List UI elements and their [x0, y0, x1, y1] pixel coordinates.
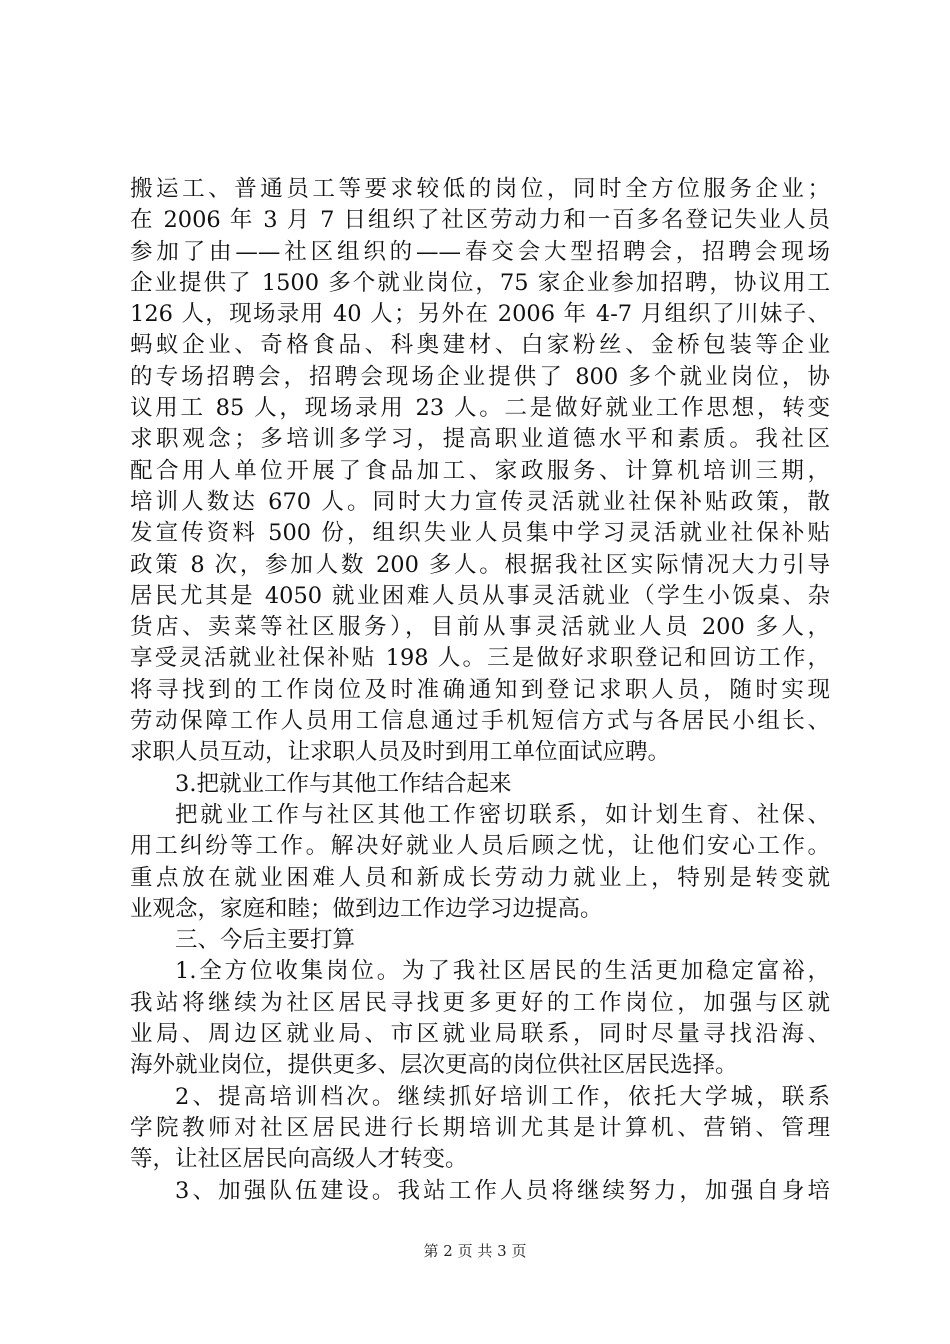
- text-line: 用工纠纷等工作。解决好就业人员后顾之忧，让他们安心工作。: [130, 833, 830, 860]
- text-line: 海外就业岗位，提供更多、层次更高的岗位供社区居民选择。: [130, 1052, 738, 1079]
- text-line: 业局、周边区就业局、市区就业局联系，同时尽量寻找沿海、: [130, 1021, 830, 1048]
- body-text: [130, 174, 830, 1207]
- text-line: 我站将继续为社区居民寻找更多更好的工作岗位，加强与区就: [130, 989, 830, 1016]
- text-line: 居民尤其是 4050 就业困难人员从事灵活就业（学生小饭桌、杂: [130, 582, 830, 609]
- text-line: 企业提供了 1500 多个就业岗位，75 家企业参加招聘，协议用工: [130, 269, 830, 296]
- text-line: 重点放在就业困难人员和新成长劳动力就业上，特别是转变就: [130, 864, 830, 891]
- text-line: 政策 8 次，参加人数 200 多人。根据我社区实际情况大力引导: [130, 551, 830, 578]
- text-line: 享受灵活就业社保补贴 198 人。三是做好求职登记和回访工作，: [130, 645, 830, 672]
- text-line: 2、提高培训档次。继续抓好培训工作，依托大学城，联系: [175, 1083, 830, 1110]
- text-line: 配合用人单位开展了食品加工、家政服务、计算机培训三期，: [130, 457, 830, 484]
- text-line: 发宣传资料 500 份，组织失业人员集中学习灵活就业社保补贴: [130, 520, 830, 547]
- text-line: 搬运工、普通员工等要求较低的岗位，同时全方位服务企业；: [130, 176, 830, 202]
- text-line: 将寻找到的工作岗位及时准确通知到登记求职人员，随时实现: [130, 676, 830, 703]
- text-line: 培训人数达 670 人。同时大力宣传灵活就业社保补贴政策，散: [130, 488, 830, 515]
- text-line: 126 人，现场录用 40 人；另外在 2006 年 4-7 月组织了川妹子、: [130, 301, 830, 328]
- text-line: 等，让社区居民向高级人才转变。: [130, 1146, 468, 1173]
- text-line: 议用工 85 人，现场录用 23 人。二是做好就业工作思想，转变: [130, 395, 830, 422]
- text-line: 业观念，家庭和睦；做到边工作边学习边提高。: [130, 895, 603, 922]
- text-line: 求职观念；多培训多学习，提高职业道德水平和素质。我社区: [130, 426, 830, 453]
- text-line: 求职人员互动，让求职人员及时到用工单位面试应聘。: [130, 739, 671, 766]
- text-line: 参加了由——社区组织的——春交会大型招聘会，招聘会现场: [130, 238, 830, 265]
- text-line: 1.全方位收集岗位。为了我社区居民的生活更加稳定富裕，: [175, 958, 830, 985]
- text-line: 劳动保障工作人员用工信息通过手机短信方式与各居民小组长、: [130, 708, 830, 735]
- text-line: 蚂蚁企业、奇格食品、科奥建材、白家粉丝、金桥包装等企业: [130, 332, 830, 359]
- text-line: 在 2006 年 3 月 7 日组织了社区劳动力和一百多名登记失业人员: [130, 207, 830, 234]
- text-line: 的专场招聘会，招聘会现场企业提供了 800 多个就业岗位，协: [130, 363, 830, 390]
- section-heading: 3.把就业工作与其他工作结合起来: [175, 770, 512, 797]
- section-heading: 三、今后主要打算: [175, 927, 356, 954]
- text-line: 把就业工作与社区其他工作密切联系，如计划生育、社保、: [175, 801, 830, 828]
- page-number: 第 2 页 共 3 页: [423, 1242, 527, 1260]
- text-line: 货店、卖菜等社区服务），目前从事灵活就业人员 200 多人，: [130, 614, 830, 641]
- text-line: 3、加强队伍建设。我站工作人员将继续努力，加强自身培: [175, 1177, 830, 1204]
- text-line: 学院教师对社区居民进行长期培训尤其是计算机、营销、管理: [130, 1114, 830, 1141]
